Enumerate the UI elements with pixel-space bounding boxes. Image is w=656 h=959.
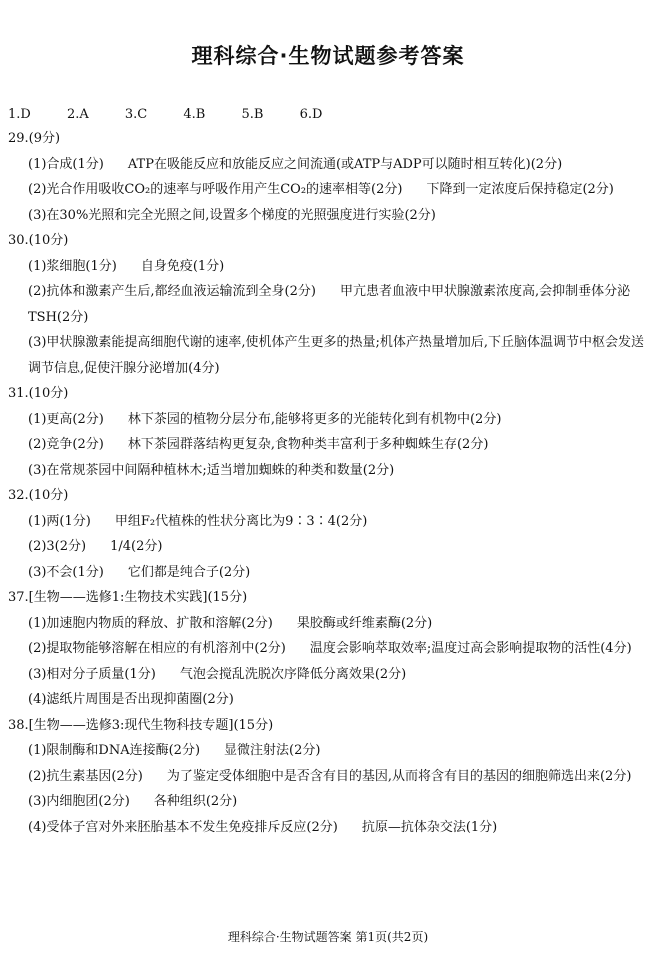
answer-item: (1)加速胞内物质的释放、扩散和溶解(2分) 果胶酶或纤维素酶(2分) <box>28 615 433 631</box>
mc-answer: 2.A <box>66 107 89 122</box>
answer-item: (2)光合作用吸收CO₂的速率与呼吸作用产生CO₂的速率相等(2分) 下降到一定浓度后保持稳定(2分) <box>28 182 614 197</box>
question-heading: 32.(10分) <box>8 488 69 503</box>
question-heading: 29.(9分) <box>8 131 61 146</box>
answer-item: (2)提取物能够溶解在相应的有机溶剂中(2分) 温度会影响萃取效率;温度过高会影响提取物的活性(4分) <box>28 641 632 656</box>
mc-answer: 3.C <box>124 107 148 122</box>
answer-item: (3)在常规茶园中间隔种植林木;适当增加蜘蛛的种类和数量(2分) <box>28 462 395 478</box>
mc-answer: 4.B <box>183 107 206 122</box>
answer-item: (3)甲状腺激素能提高细胞代谢的速率,使机体产生更多的热量;机体产热量增加后,下丘脑体温调节中枢会发送调节信息,促使汗腺分泌增加(4分) <box>28 335 645 376</box>
question-heading: 30.(10分) <box>8 233 69 248</box>
answer-item: (1)浆细胞(1分) 自身免疫(1分) <box>28 258 225 274</box>
answer-item: (3)内细胞团(2分) 各种组织(2分) <box>28 794 238 809</box>
multiple-choice-answers <box>8 104 648 126</box>
answer-item: (2)3(2分) 1/4(2分) <box>28 539 163 554</box>
question-heading: 37.[生物——选修1:生物技术实践](15分) <box>8 590 248 605</box>
answer-item: (1)合成(1分) ATP在吸能反应和放能反应之间流通(或ATP与ADP可以随时相互转化)(2分) <box>28 156 563 172</box>
mc-answer: 6.D <box>299 107 323 122</box>
answer-item: (4)受体子宫对外来胚胎基本不发生免疫排斥反应(2分) 抗原—抗体杂交法(1分) <box>28 819 498 835</box>
question-heading: 31.(10分) <box>8 386 69 401</box>
answer-item: (2)竞争(2分) 林下茶园群落结构更复杂,食物种类丰富利于多种蜘蛛生存(2分) <box>28 437 489 452</box>
page-footer: 理科综合·生物试题答案 第1页(共2页) <box>227 930 429 944</box>
answer-item: (3)不会(1分) 它们都是纯合子(2分) <box>28 564 251 580</box>
mc-answer: 1.D <box>8 107 31 122</box>
answer-item: (1)两(1分) 甲组F₂代植株的性状分离比为9∶3∶4(2分) <box>28 513 368 529</box>
answer-item: (1)限制酶和DNA连接酶(2分) 显微注射法(2分) <box>28 743 321 758</box>
answer-item: (3)在30%光照和完全光照之间,设置多个梯度的光照强度进行实验(2分) <box>28 207 436 223</box>
answer-item: (1)更高(2分) 林下茶园的植物分层分布,能够将更多的光能转化到有机物中(2分) <box>28 411 502 427</box>
answer-content <box>8 104 648 840</box>
answer-item: (2)抗体和激素产生后,都经血液运输流到全身(2分) 甲亢患者血液中甲状腺激素浓度高,会抑制垂体分泌TSH(2分) <box>28 284 631 325</box>
answer-item: (4)滤纸片周围是否出现抑菌圈(2分) <box>28 692 234 707</box>
answer-item: (3)相对分子质量(1分) 气泡会搅乱洗脱次序降低分离效果(2分) <box>28 666 407 682</box>
question-heading: 38.[生物——选修3:现代生物科技专题](15分) <box>8 717 274 733</box>
page-title: 理科综合·生物试题参考答案 <box>191 44 465 68</box>
answer-item: (2)抗生素基因(2分) 为了鉴定受体细胞中是否含有目的基因,从而将含有目的基因的细胞筛选出来(2分) <box>28 768 632 784</box>
mc-answer: 5.B <box>241 107 264 122</box>
